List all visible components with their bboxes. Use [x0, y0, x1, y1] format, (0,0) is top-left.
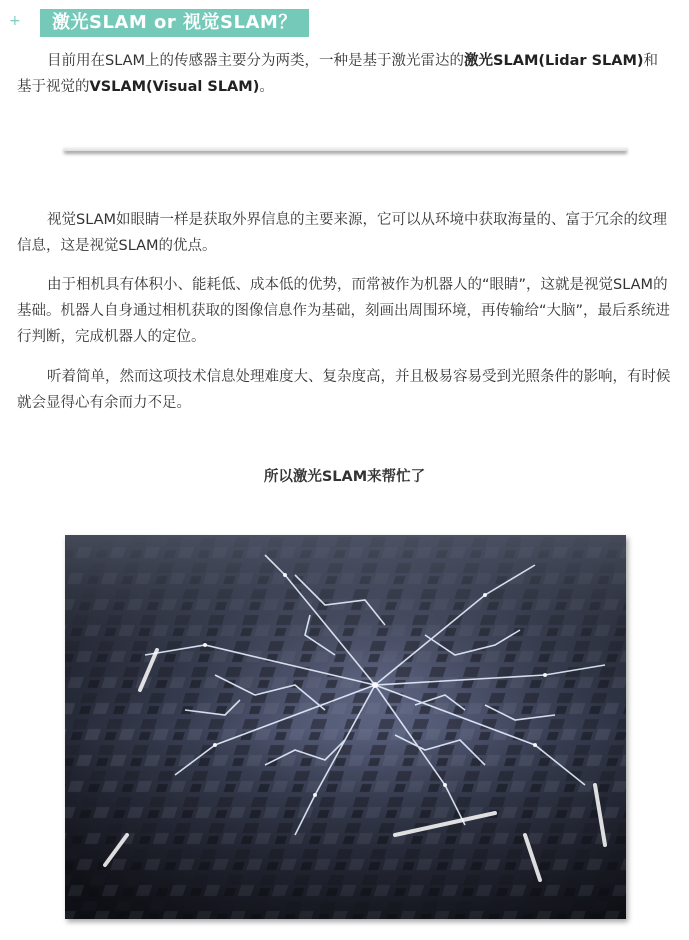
intro-bold-vslam: VSLAM(Visual SLAM): [89, 79, 260, 95]
intro-text-after: 。: [259, 79, 274, 95]
divider-bar: [64, 146, 627, 151]
intro-text-middle: 和基于视觉的: [17, 53, 659, 95]
tech-city-image: [65, 535, 626, 919]
section-heading: 激光SLAM or 视觉SLAM？: [40, 9, 309, 37]
paragraph-camera-basis: 由于相机具有体积小、能耗低、成本低的优势，而常被作为机器人的“眼睛”，这就是视觉SLAM的基础。机器人自身通过相机获取的图像信息作为基础，刻画出周围环境，再传输给“大脑”，最后系统进行判断，完成机器人的定位。: [17, 277, 671, 345]
subtitle: 所以激光SLAM来帮忙了: [263, 469, 426, 485]
paragraph-visual-slam: 视觉SLAM如眼睛一样是获取外界信息的主要来源，它可以从环境中获取海量的、富于冗余的纹理信息，这是视觉SLAM的优点。: [17, 212, 668, 254]
circuit-cityscape-illustration: [65, 535, 626, 919]
intro-paragraph: [17, 48, 672, 100]
intro-text-before: 目前用在SLAM上的传感器主要分为两类，一种是基于激光雷达的: [47, 53, 465, 69]
paragraph-limitations: 听着简单，然而这项技术信息处理难度大、复杂度高，并且极易容易受到光照条件的影响，有时候就会显得心有余而力不足。: [17, 369, 671, 411]
intro-bold-lidar: 激光SLAM(Lidar SLAM): [464, 53, 644, 69]
plus-marker-icon: +: [9, 13, 21, 29]
